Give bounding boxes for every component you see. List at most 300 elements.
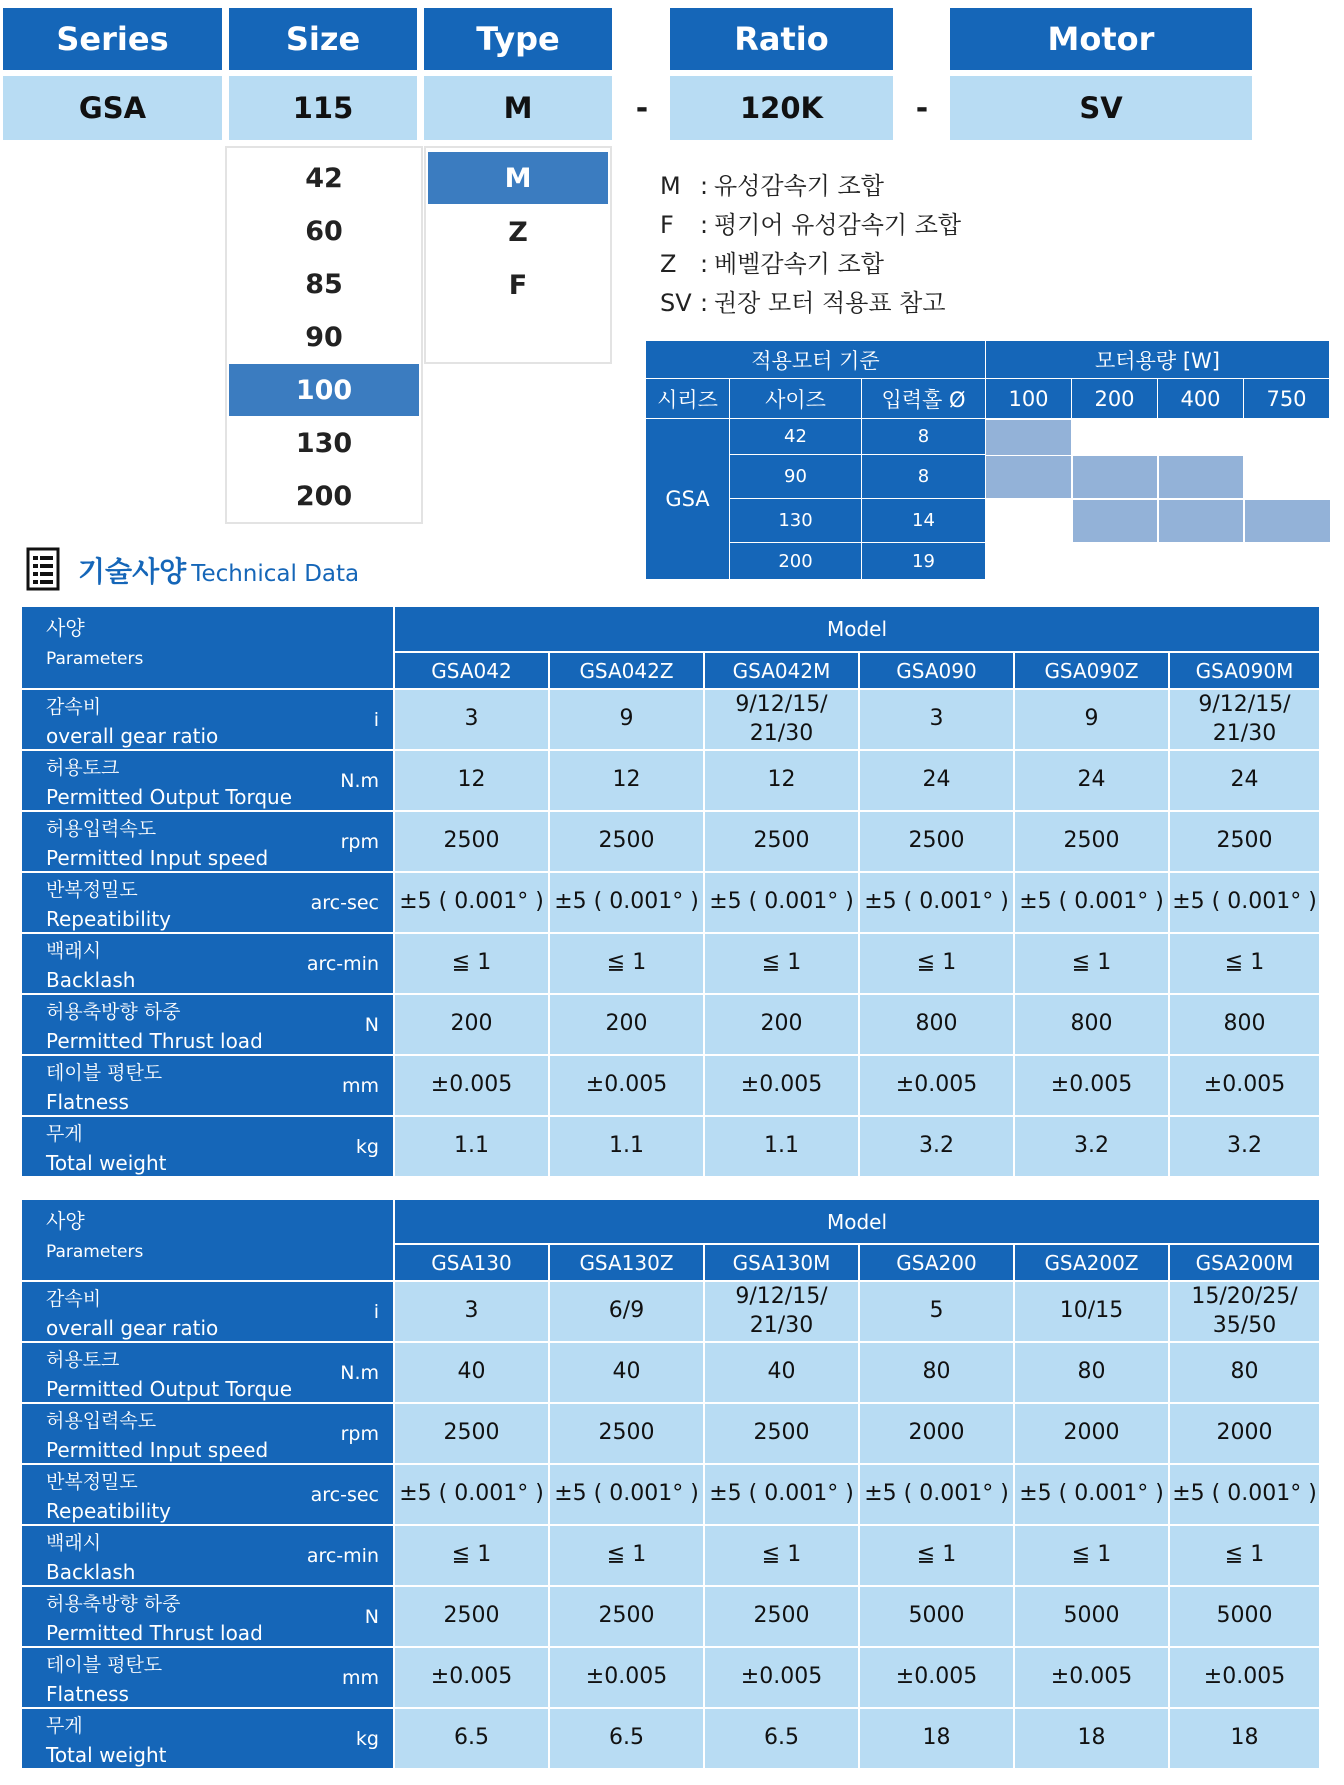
motor-table-size-cell: 90 [730, 455, 862, 499]
spec-value-line: ±0.005 [1050, 1664, 1133, 1690]
motor-compat-fill [1159, 456, 1243, 498]
model-name-cell: GSA042M [705, 653, 860, 690]
spec-value-line: 9/12/15/ [735, 691, 828, 717]
legend-code: Z [660, 250, 677, 278]
spec-value-line: 6.5 [454, 1725, 489, 1751]
param-name-en: Permitted Input speed [46, 1438, 269, 1462]
spec-value-line: ±0.005 [585, 1072, 668, 1098]
size-option[interactable]: 130 [295, 427, 353, 459]
spec-value-line: 5 [929, 1298, 944, 1324]
spec-value-line: ≦ 1 [761, 950, 802, 976]
spec-value-cell [550, 1117, 705, 1178]
motor-table-bore-cell: 14 [862, 499, 986, 543]
spec-value-line: 200 [760, 1011, 803, 1037]
spec-value-line: 2000 [1216, 1420, 1273, 1446]
spec-value-line: ≦ 1 [916, 1542, 957, 1568]
param-cell [22, 1404, 395, 1465]
param-unit: arc-min [306, 1544, 379, 1567]
spec-value-line: 9 [1084, 706, 1099, 732]
spec-value-cell [1170, 1526, 1321, 1587]
type-value[interactable]: M [424, 76, 612, 140]
param-name-en: Permitted Output Torque [46, 785, 293, 809]
param-cell [22, 1648, 395, 1709]
spec-value-cell [705, 1526, 860, 1587]
param-name-ko: 감속비 [46, 696, 102, 718]
spec-value-line: 200 [450, 1011, 493, 1037]
motor-table-series-cell: GSA [646, 419, 730, 580]
spec-value-cell [1015, 1709, 1170, 1770]
param-name-ko: 허용토크 [46, 1349, 120, 1371]
motor-table-bore-cell: 8 [862, 455, 986, 499]
motor-compat-fill [1245, 500, 1330, 542]
size-option[interactable]: 60 [305, 215, 343, 247]
param-name-ko: 백래시 [46, 1532, 102, 1554]
param-unit: N [364, 1013, 379, 1036]
spec-value-line: ≦ 1 [451, 950, 492, 976]
spec-value-line: 2500 [598, 1603, 655, 1629]
spec-value-cell [550, 690, 705, 751]
param-unit: i [373, 1300, 379, 1323]
size-option-selected[interactable]: 100 [229, 364, 419, 416]
spec-value-cell [860, 873, 1015, 934]
spec-value-cell [860, 934, 1015, 995]
spec-value-cell [395, 751, 550, 812]
param-cell [22, 812, 395, 873]
spec-value-line: 5000 [1063, 1603, 1120, 1629]
param-unit: kg [355, 1727, 379, 1750]
motor-compat-fill [1159, 500, 1243, 542]
param-name-ko: 백래시 [46, 940, 102, 962]
spec-value-cell [860, 1587, 1015, 1648]
spec-value-line: 18 [1077, 1725, 1106, 1751]
spec-value-line: ±0.005 [740, 1664, 823, 1690]
param-cell [22, 995, 395, 1056]
spec-value-line: 12 [767, 767, 796, 793]
spec-value-cell [395, 812, 550, 873]
model-name-cell: GSA130M [705, 1245, 860, 1282]
spec-value-cell [860, 1282, 1015, 1343]
param-name-ko: 감속비 [46, 1288, 102, 1310]
spec-value-cell [1170, 751, 1321, 812]
spec-value-line: ±0.005 [740, 1072, 823, 1098]
separator-dash: - [915, 90, 929, 126]
spec-value-line: ±5 ( 0.001° ) [1172, 889, 1317, 915]
spec-value-cell [1170, 1117, 1321, 1178]
spec-value-cell [1015, 1587, 1170, 1648]
param-cell [22, 1465, 395, 1526]
spec-value-cell [550, 1648, 705, 1709]
spec-value-cell [705, 1648, 860, 1709]
spec-value-cell [860, 1117, 1015, 1178]
param-name-en: Repeatibility [46, 1499, 171, 1523]
param-name-en: Flatness [46, 1682, 129, 1706]
spec-value-line: 35/50 [1212, 1312, 1277, 1338]
spec-value-cell [1015, 873, 1170, 934]
spec-value-cell [1015, 812, 1170, 873]
spec-value-line: 6/9 [608, 1298, 645, 1324]
motor-table-size-header: 사이즈 [730, 379, 862, 419]
param-name-ko: 무게 [46, 1715, 83, 1737]
spec-value-cell [705, 751, 860, 812]
motor-header: Motor [950, 8, 1252, 70]
legend-sep: : [700, 250, 709, 278]
spec-value-line: ≦ 1 [1071, 1542, 1112, 1568]
legend-code: F [660, 211, 674, 239]
spec-value-line: 40 [457, 1359, 486, 1385]
param-cell [22, 1282, 395, 1343]
spec-value-line: 18 [922, 1725, 951, 1751]
spec-value-line: 12 [612, 767, 641, 793]
spec-value-cell [550, 751, 705, 812]
spec-value-cell [860, 690, 1015, 751]
motor-table-watt-header: 200 [1072, 379, 1158, 419]
spec-value-cell [1170, 873, 1321, 934]
spec-value-line: 3 [464, 1298, 479, 1324]
param-name-ko: 테이블 평탄도 [46, 1654, 163, 1676]
spec-value-cell [395, 1709, 550, 1770]
spec-value-cell [1015, 1056, 1170, 1117]
spec-value-line: 12 [457, 767, 486, 793]
legend-code: M [660, 172, 681, 200]
model-name-cell: GSA130Z [550, 1245, 705, 1282]
spec-value-line: ±0.005 [1203, 1664, 1286, 1690]
spec-value-cell [1170, 1587, 1321, 1648]
legend-sep: : [700, 289, 709, 317]
spec-value-line: 2500 [443, 1420, 500, 1446]
spec-value-line: 2500 [753, 828, 810, 854]
series-value[interactable]: GSA [3, 76, 222, 140]
param-cell [22, 1526, 395, 1587]
spec-value-cell [1170, 1465, 1321, 1526]
spec-value-cell [705, 873, 860, 934]
type-option-selected[interactable]: M [428, 152, 608, 204]
spec-value-line: ±5 ( 0.001° ) [399, 1481, 544, 1507]
spec-value-line: ±5 ( 0.001° ) [554, 889, 699, 915]
param-unit: arc-sec [310, 1483, 379, 1506]
param-name-en: Repeatibility [46, 907, 171, 931]
spec-value-line: ±5 ( 0.001° ) [709, 889, 854, 915]
motor-table-header-left: 적용모터 기준 [646, 341, 986, 379]
size-option[interactable]: 90 [305, 321, 343, 353]
legend-line [660, 244, 884, 279]
spec-value-line: 6.5 [764, 1725, 799, 1751]
section-title [78, 550, 359, 590]
spec-value-cell [395, 1526, 550, 1587]
legend-desc: 평기어 유성감속기 조합 [714, 211, 962, 239]
spec-value-line: ±5 ( 0.001° ) [399, 889, 544, 915]
motor-table-bore-header: 입력홀 Ø [862, 379, 986, 419]
param-unit: kg [355, 1135, 379, 1158]
spec-value-cell [860, 1465, 1015, 1526]
spec-value-line: ±0.005 [585, 1664, 668, 1690]
model-name-cell: GSA090Z [1015, 653, 1170, 690]
spec-value-line: 2500 [908, 828, 965, 854]
spec-value-line: ≦ 1 [606, 1542, 647, 1568]
param-name-ko: 허용토크 [46, 757, 120, 779]
spec-value-line: 80 [1230, 1359, 1259, 1385]
size-option[interactable]: 42 [305, 162, 343, 194]
spec-value-cell [1015, 690, 1170, 751]
spec-value-cell [395, 1343, 550, 1404]
spec-value-line: 3 [464, 706, 479, 732]
spec-value-cell [1170, 1343, 1321, 1404]
param-cell [22, 1117, 395, 1178]
size-header: Size [229, 8, 417, 70]
motor-compat-fill [1073, 456, 1157, 498]
size-option[interactable]: 200 [295, 480, 353, 512]
type-option[interactable]: F [508, 269, 528, 301]
param-cell [22, 1343, 395, 1404]
spec-value-cell [860, 812, 1015, 873]
spec-value-line: 40 [612, 1359, 641, 1385]
param-name-ko: 반복정밀도 [46, 1471, 138, 1493]
spec-value-cell [550, 1056, 705, 1117]
spec-value-line: ≦ 1 [1224, 1542, 1265, 1568]
motor-table-watt-header: 100 [986, 379, 1072, 419]
spec-value-cell [860, 1404, 1015, 1465]
param-name-en: Permitted Thrust load [46, 1029, 263, 1053]
param-header-cell [22, 1200, 395, 1282]
spec-value-cell [1015, 934, 1170, 995]
param-unit: i [373, 708, 379, 731]
spec-value-line: ±0.005 [895, 1664, 978, 1690]
param-name-en: Flatness [46, 1090, 129, 1114]
spec-value-line: 2000 [1063, 1420, 1120, 1446]
motor-compat-fill [986, 420, 1071, 455]
legend-desc: 베벨감속기 조합 [714, 250, 884, 278]
legend-sep: : [700, 172, 709, 200]
spec-value-cell [395, 1056, 550, 1117]
spec-value-line: ±0.005 [895, 1072, 978, 1098]
spec-value-line: ±0.005 [1203, 1072, 1286, 1098]
motor-table-size-cell: 130 [730, 499, 862, 543]
spec-value-line: ≦ 1 [451, 1542, 492, 1568]
spec-value-cell [1015, 1343, 1170, 1404]
type-header: Type [424, 8, 612, 70]
spec-value-line: ±5 ( 0.001° ) [1019, 1481, 1164, 1507]
spec-value-cell [1170, 1648, 1321, 1709]
param-header-en: Parameters [46, 1242, 144, 1262]
spec-value-cell [395, 690, 550, 751]
spec-value-cell [705, 1343, 860, 1404]
spec-value-cell [705, 995, 860, 1056]
spec-value-line: 5000 [1216, 1603, 1273, 1629]
spec-value-line: ±0.005 [430, 1072, 513, 1098]
spec-value-line: ≦ 1 [606, 950, 647, 976]
spec-value-line: ±5 ( 0.001° ) [864, 889, 1009, 915]
spec-value-cell [860, 1526, 1015, 1587]
spec-value-cell [705, 1404, 860, 1465]
spec-value-cell [550, 1465, 705, 1526]
document-list-icon [26, 547, 60, 591]
param-name-en: Permitted Input speed [46, 846, 269, 870]
size-value[interactable]: 115 [229, 76, 417, 140]
spec-value-line: 9 [619, 706, 634, 732]
spec-value-line: ≦ 1 [1224, 950, 1265, 976]
spec-value-cell [395, 1117, 550, 1178]
model-header: Model [395, 1200, 1321, 1245]
spec-value-cell [1170, 1056, 1321, 1117]
section-title-en: Technical Data [191, 561, 360, 587]
spec-value-cell [1170, 1404, 1321, 1465]
spec-value-cell [550, 1587, 705, 1648]
legend-code: SV [660, 289, 692, 317]
spec-value-line: 5000 [908, 1603, 965, 1629]
spec-value-cell [860, 1648, 1015, 1709]
spec-value-line: 2500 [443, 1603, 500, 1629]
param-name-ko: 테이블 평탄도 [46, 1062, 163, 1084]
model-name-cell: GSA090 [860, 653, 1015, 690]
spec-value-cell [395, 1465, 550, 1526]
spec-value-cell [550, 873, 705, 934]
param-cell [22, 934, 395, 995]
legend-line [660, 205, 961, 240]
motor-value[interactable]: SV [950, 76, 1252, 140]
spec-value-line: 800 [1070, 1011, 1113, 1037]
model-name-cell: GSA042Z [550, 653, 705, 690]
legend-line [660, 166, 884, 201]
param-cell [22, 1709, 395, 1770]
param-unit: rpm [340, 1422, 379, 1445]
param-name-en: Permitted Thrust load [46, 1621, 263, 1645]
motor-table-size-cell: 42 [730, 419, 862, 455]
spec-value-cell [395, 1282, 550, 1343]
spec-value-cell [860, 1343, 1015, 1404]
ratio-value[interactable]: 120K [670, 76, 893, 140]
spec-value-cell [1170, 690, 1321, 751]
spec-value-cell [705, 1117, 860, 1178]
spec-value-line: 21/30 [749, 720, 814, 746]
type-option-list [424, 146, 612, 364]
spec-value-cell [860, 995, 1015, 1056]
motor-table-size-cell: 200 [730, 543, 862, 580]
spec-value-cell [550, 995, 705, 1056]
param-name-ko: 허용축방향 하중 [46, 1593, 181, 1615]
section-title-ko: 기술사양 [78, 555, 187, 588]
spec-value-line: 2500 [1063, 828, 1120, 854]
spec-value-cell [395, 934, 550, 995]
spec-value-cell [705, 1465, 860, 1526]
spec-value-cell [1015, 1465, 1170, 1526]
legend-sep: : [700, 211, 709, 239]
spec-value-line: 2500 [1216, 828, 1273, 854]
param-name-en: Total weight [46, 1743, 167, 1767]
legend-desc: 유성감속기 조합 [714, 172, 884, 200]
param-cell [22, 1587, 395, 1648]
spec-value-line: ≦ 1 [1071, 950, 1112, 976]
spec-value-cell [705, 1282, 860, 1343]
spec-value-line: 1.1 [609, 1133, 644, 1159]
spec-value-cell [395, 1648, 550, 1709]
spec-value-line: 24 [1230, 767, 1259, 793]
spec-value-cell [705, 1056, 860, 1117]
model-name-cell: GSA200M [1170, 1245, 1321, 1282]
spec-value-line: 200 [605, 1011, 648, 1037]
series-header: Series [3, 8, 222, 70]
motor-table-bore-cell: 19 [862, 543, 986, 580]
spec-value-line: 21/30 [749, 1312, 814, 1338]
spec-value-line: 800 [1223, 1011, 1266, 1037]
spec-value-line: ±5 ( 0.001° ) [1172, 1481, 1317, 1507]
param-unit: arc-min [306, 952, 379, 975]
separator-dash: - [635, 90, 649, 126]
param-unit: rpm [340, 830, 379, 853]
param-name-en: overall gear ratio [46, 724, 219, 748]
spec-value-cell [550, 1282, 705, 1343]
motor-table-series-header: 시리즈 [646, 379, 730, 419]
spec-value-line: ±0.005 [430, 1664, 513, 1690]
param-name-ko: 허용입력속도 [46, 818, 157, 840]
param-name-en: Backlash [46, 1560, 136, 1584]
spec-value-line: ≦ 1 [761, 1542, 802, 1568]
spec-value-line: 3 [929, 706, 944, 732]
param-name-ko: 허용축방향 하중 [46, 1001, 181, 1023]
spec-value-line: 2000 [908, 1420, 965, 1446]
spec-value-cell [705, 690, 860, 751]
spec-value-line: 3.2 [1227, 1133, 1262, 1159]
spec-value-line: 21/30 [1212, 720, 1277, 746]
spec-value-line: 2500 [598, 828, 655, 854]
spec-value-cell [1015, 995, 1170, 1056]
spec-value-line: 2500 [598, 1420, 655, 1446]
spec-value-cell [1170, 934, 1321, 995]
spec-value-line: 2500 [753, 1420, 810, 1446]
spec-value-line: 9/12/15/ [735, 1283, 828, 1309]
spec-value-cell [860, 751, 1015, 812]
motor-table-watt-header: 750 [1244, 379, 1330, 419]
spec-value-line: ≦ 1 [916, 950, 957, 976]
spec-value-line: 1.1 [764, 1133, 799, 1159]
motor-table-header-right: 모터용량 [W] [986, 341, 1330, 379]
spec-value-line: 18 [1230, 1725, 1259, 1751]
size-option[interactable]: 85 [305, 268, 343, 300]
param-header-ko: 사양 [46, 616, 85, 640]
spec-value-cell [550, 812, 705, 873]
spec-value-line: 80 [922, 1359, 951, 1385]
spec-value-cell [550, 1404, 705, 1465]
spec-value-cell [705, 812, 860, 873]
type-option[interactable]: Z [508, 216, 528, 248]
motor-compat-fill [986, 456, 1071, 498]
spec-value-line: ±5 ( 0.001° ) [864, 1481, 1009, 1507]
spec-value-line: ±5 ( 0.001° ) [709, 1481, 854, 1507]
spec-value-line: 24 [1077, 767, 1106, 793]
spec-value-cell [1170, 1282, 1321, 1343]
spec-value-cell [705, 1587, 860, 1648]
spec-value-cell [1170, 812, 1321, 873]
param-name-en: Backlash [46, 968, 136, 992]
param-unit: N.m [340, 1361, 379, 1384]
param-name-ko: 무게 [46, 1123, 83, 1145]
spec-value-line: 80 [1077, 1359, 1106, 1385]
spec-value-line: 10/15 [1059, 1298, 1124, 1324]
spec-value-line: ±0.005 [1050, 1072, 1133, 1098]
param-name-ko: 반복정밀도 [46, 879, 138, 901]
model-name-cell: GSA090M [1170, 653, 1321, 690]
ratio-header: Ratio [670, 8, 893, 70]
model-name-cell: GSA200 [860, 1245, 1015, 1282]
param-cell [22, 873, 395, 934]
param-header-cell [22, 607, 395, 690]
spec-value-cell [1015, 1648, 1170, 1709]
spec-value-cell [1015, 1282, 1170, 1343]
param-unit: arc-sec [310, 891, 379, 914]
param-cell [22, 690, 395, 751]
spec-value-cell [1015, 1404, 1170, 1465]
spec-value-cell [550, 934, 705, 995]
spec-value-line: ±5 ( 0.001° ) [554, 1481, 699, 1507]
size-option-list [225, 146, 423, 524]
